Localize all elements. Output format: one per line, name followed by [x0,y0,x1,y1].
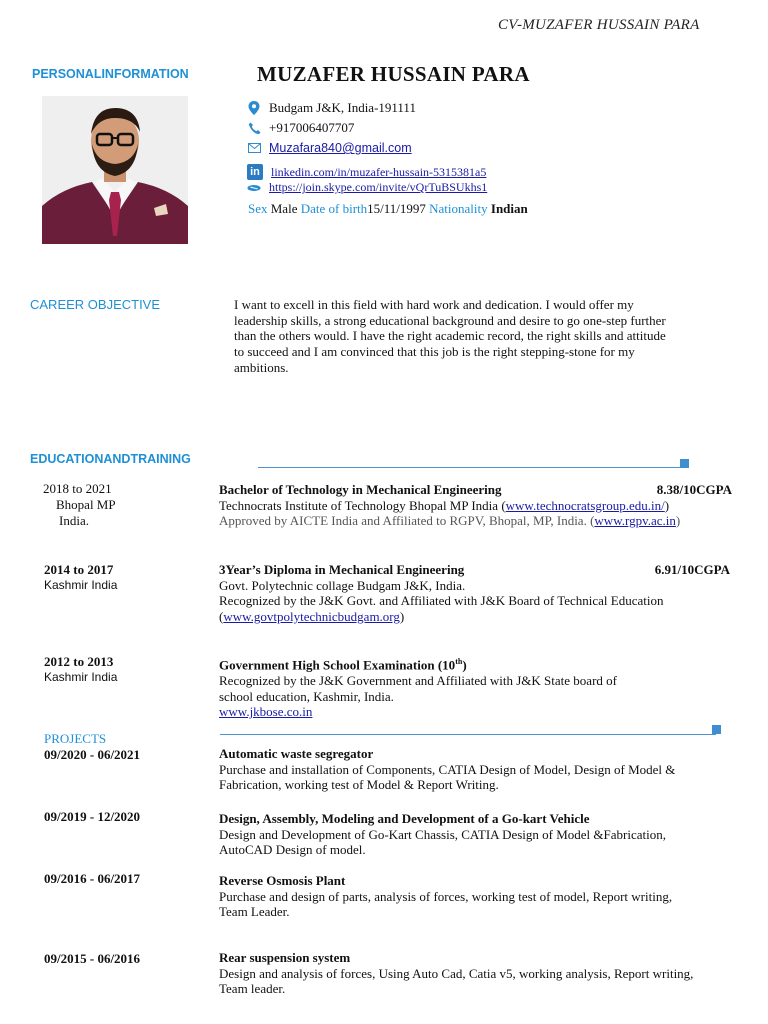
project-desc: Design and Development of Go-Kart Chassis, CATIA Design of Model &Fabrication, [219,826,666,842]
project-desc: AutoCAD Design of model. [219,842,366,858]
education-date: 2012 to 2013 [44,654,114,669]
paren: ) [399,609,405,625]
paren: ( [219,609,224,625]
project-entry [219,950,735,997]
objective-line: leadership skills, a strong educational background and desire to go one-step further [234,312,666,328]
education-entry [219,654,735,720]
institute-link[interactable]: www.technocratsgroup.edu.in/ [505,497,665,513]
education-score: 8.38/10CGPA [656,482,732,497]
personal-info-heading: PERSONALINFORMATION [32,67,189,81]
email-icon [247,141,261,155]
divider-marker [680,459,689,468]
paren: ) [675,513,681,529]
nationality-value: Indian [490,201,528,216]
education-date: 2014 to 2017 [44,562,114,577]
phone-row [247,120,354,136]
project-desc: Fabrication, working test of Model & Report Writing. [219,777,499,793]
education-title: Bachelor of Technology in Mechanical Engineering [219,482,502,497]
polytechnic-link[interactable]: www.govtpolytechnicbudgam.org [223,609,400,625]
education-place: Kashmir India [44,670,118,684]
institute-text: Technocrats Institute of Technology Bhopal MP India ( [219,497,506,513]
skype-row [247,180,487,195]
project-desc: Purchase and design of parts, analysis of forces, working test of model, Report writing, [219,888,673,904]
email-row [247,141,412,155]
education-institute: Govt. Polytechnic collage Budgam J&K, India. [219,577,466,593]
education-entry [219,482,735,529]
affiliation-link[interactable]: www.rgpv.ac.in [594,513,676,529]
linkedin-link[interactable]: linkedin.com/in/muzafer-hussain-5315381a5 [271,164,487,179]
dob-label: Date of birth [300,201,368,216]
objective-line: I want to excell in this field with hard work and dedication. I would offer my [234,297,634,312]
phone-number[interactable]: +917006407707 [269,120,355,135]
project-entry [219,811,735,858]
career-objective-text [234,297,724,376]
education-date: 2018 to 2021 [43,481,112,496]
linkedin-icon: in [247,164,263,180]
project-entry [219,746,735,793]
education-affiliation: Recognized by the J&K Govt. and Affiliated with J&K Board of Technical Education [219,593,664,609]
project-desc: Team leader. [219,981,286,997]
section-divider [258,467,685,468]
education-place: Bhopal MP [56,497,116,512]
education-title: 3Year’s Diploma in Mechanical Engineering [219,562,465,577]
career-objective-heading: CAREER OBJECTIVE [30,297,161,312]
divider-marker [712,725,721,734]
sex-value: Male [270,201,298,216]
paren: ) [462,657,467,673]
project-title: Reverse Osmosis Plant [219,873,346,888]
nationality-label: Nationality [429,201,488,216]
profile-photo [42,96,188,244]
profile-photo-illustration [42,96,188,244]
affiliation-text: Approved by AICTE India and Affiliated to RGPV, Bhopal, MP, India. ( [219,513,595,529]
projects-heading: PROJECTS [44,731,107,746]
education-website-line [219,609,735,625]
project-title: Automatic waste segregator [219,746,374,761]
education-affiliation: school education, Kashmir, India. [219,688,394,704]
address-row [247,100,416,116]
objective-line: to succeed and I am convinced that this job is the right stepping-stone for my [234,344,635,360]
skype-link[interactable]: https://join.skype.com/invite/vQrTuBSUkhs1 [269,180,488,194]
education-affiliation [219,513,735,529]
cv-header-title: CV-MUZAFER HUSSAIN PARA [498,17,700,33]
education-place: Kashmir India [44,578,118,592]
project-desc: Team Leader. [219,904,290,920]
project-date: 09/2015 - 06/2016 [44,951,141,966]
school-exam-title: Government High School Examination (10 [219,657,456,673]
email-link[interactable]: Muzafara840@gmail.com [269,141,412,155]
section-divider [220,734,716,735]
project-date: 09/2019 - 12/2020 [44,809,141,824]
linkedin-row [247,164,486,180]
project-desc: Purchase and installation of Components, CATIA Design of Model, Design of Model & [219,761,676,777]
candidate-name: MUZAFER HUSSAIN PARA [257,62,530,86]
objective-line: than the others would. I have the right academic record, the right skills and attitude [234,328,666,344]
skype-icon [247,181,261,195]
project-title: Rear suspension system [219,950,351,965]
sex-label: Sex [248,201,268,216]
project-entry [219,873,735,920]
education-affiliation: Recognized by the J&K Government and Affiliated with J&K State board of [219,673,617,689]
superscript: th [455,657,463,666]
paren: ) [664,497,670,513]
jkbose-link[interactable]: www.jkbose.co.in [219,704,313,720]
education-title [219,654,735,673]
personal-details-line [248,201,528,217]
phone-icon [247,121,261,135]
education-place: India. [59,513,89,528]
education-entry [219,562,735,625]
objective-line: ambitions. [234,359,289,375]
project-title: Design, Assembly, Modeling and Development of a Go-kart Vehicle [219,811,590,826]
address-text: Budgam J&K, India-191111 [269,100,416,115]
dob-value: 15/11/1997 [367,201,426,216]
project-date: 09/2020 - 06/2021 [44,747,141,762]
location-pin-icon [247,101,261,115]
education-heading: EDUCATIONANDTRAINING [30,452,191,466]
project-date: 09/2016 - 06/2017 [44,871,141,886]
project-desc: Design and analysis of forces, Using Auto Cad, Catia v5, working analysis, Report writing, [219,965,694,981]
education-score: 6.91/10CGPA [654,562,730,577]
education-institute [219,498,735,514]
